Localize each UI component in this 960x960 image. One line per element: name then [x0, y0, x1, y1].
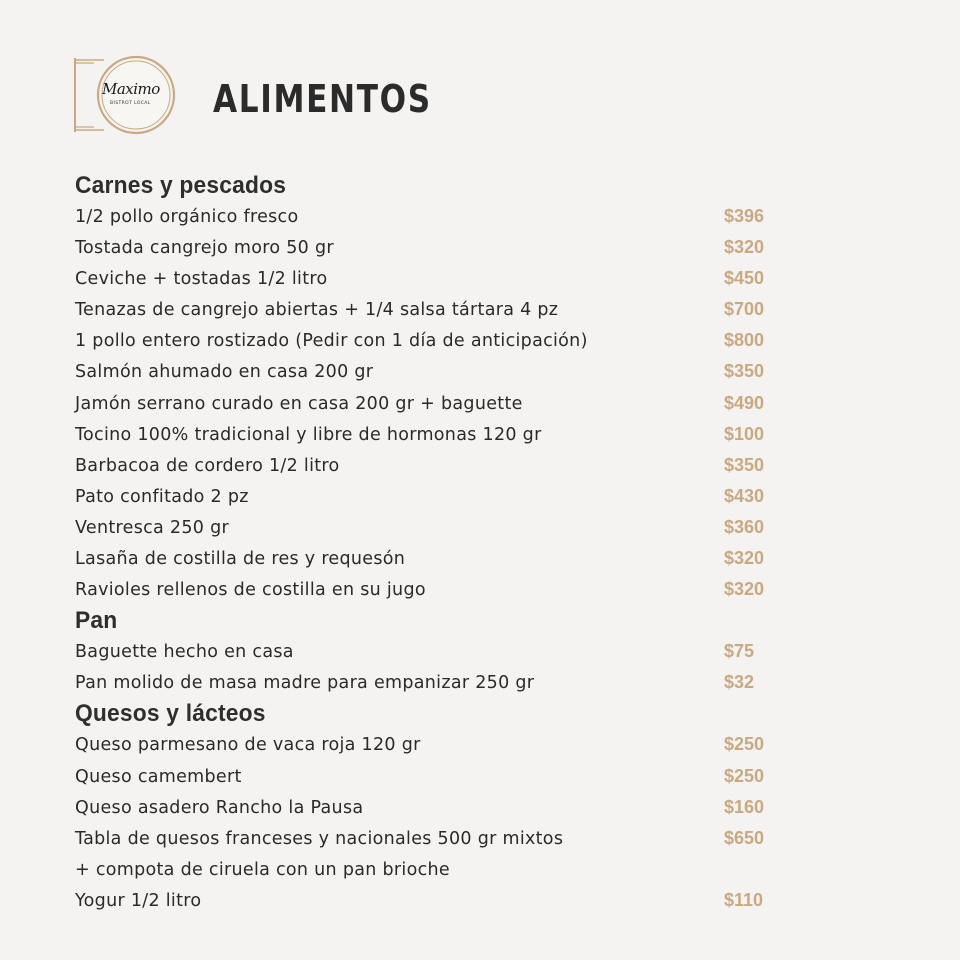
- menu-item-price: $430: [724, 485, 765, 506]
- menu-item-price: $360: [724, 516, 765, 537]
- menu-item-price: $450: [724, 268, 765, 289]
- menu-item-price: $350: [724, 454, 765, 475]
- menu-item: [75, 325, 775, 356]
- menu-item-name: Ceviche + tostadas 1/2 litro: [75, 269, 328, 290]
- menu-item-price: $32: [724, 672, 755, 693]
- menu-item-price: $320: [724, 579, 765, 600]
- menu-item-name: Salmón ahumado en casa 200 gr: [75, 362, 374, 383]
- logo-wordmark: Maximo: [102, 80, 160, 98]
- menu-item-name: Yogur 1/2 litro: [75, 890, 202, 911]
- menu-item: [75, 885, 775, 916]
- menu-item: [75, 823, 775, 854]
- menu-item: [75, 263, 775, 294]
- brand-logo: [72, 54, 182, 136]
- menu-item-name: Ravioles rellenos de costilla en su jugo: [75, 580, 426, 601]
- menu-item-name: Queso asadero Rancho la Pausa: [75, 797, 364, 818]
- menu-item: [75, 232, 775, 263]
- menu-item-price: $490: [724, 392, 765, 413]
- menu-item: [75, 419, 775, 450]
- menu-item-name: Queso parmesano de vaca roja 120 gr: [75, 735, 421, 756]
- menu-item-name: Tocino 100% tradicional y libre de hormonas 120 gr: [75, 424, 542, 445]
- menu-item-name: Pato confitado 2 pz: [75, 486, 249, 507]
- menu-item-name: Jamón serrano curado en casa 200 gr + baguette: [75, 393, 523, 414]
- menu-item-price: $800: [724, 330, 765, 351]
- menu-item-name: 1/2 pollo orgánico fresco: [75, 207, 299, 227]
- menu-item-price: $75: [724, 641, 755, 662]
- menu-item: [75, 636, 775, 667]
- section-title: Carnes y pescados: [75, 172, 287, 199]
- menu-item-name: Tenazas de cangrejo abiertas + 1/4 salsa tártara 4 pz: [75, 300, 559, 321]
- menu-item-price: $650: [724, 827, 765, 848]
- menu-item: [75, 201, 775, 232]
- menu-item-name: Baguette hecho en casa: [75, 642, 294, 663]
- menu-item: [75, 854, 775, 885]
- menu-item: [75, 792, 775, 823]
- menu-item: [75, 388, 775, 419]
- logo-tagline: BISTROT LOCAL: [110, 101, 151, 106]
- menu-item-price: $250: [724, 734, 765, 755]
- menu-item: [75, 574, 775, 605]
- menu-item-name: Barbacoa de cordero 1/2 litro: [75, 455, 340, 476]
- menu-item: [75, 761, 775, 792]
- menu-item-price: $100: [724, 423, 765, 444]
- menu-item-price: $110: [724, 889, 764, 910]
- menu-item: [75, 543, 775, 574]
- menu-item-price: $250: [724, 765, 765, 786]
- menu-item: [75, 512, 775, 543]
- section-title: Pan: [75, 607, 118, 635]
- menu-item-name: Tabla de quesos franceses y nacionales 500 gr mixtos: [75, 828, 564, 849]
- menu-item-price: $320: [724, 548, 765, 569]
- menu-item-name: Lasaña de costilla de res y requesón: [75, 549, 406, 570]
- menu-item-price: $700: [724, 299, 765, 320]
- menu-item-name: Ventresca 250 gr: [75, 517, 230, 538]
- menu-item-price: $396: [724, 206, 765, 226]
- section-title: Quesos y lácteos: [75, 700, 266, 728]
- menu-item: [75, 667, 775, 698]
- menu-item-name: Pan molido de masa madre para empanizar 250 gr: [75, 673, 535, 694]
- menu-item: [75, 729, 775, 760]
- menu-item-price: $350: [724, 361, 765, 382]
- page-title: ALIMENTOS: [213, 77, 432, 121]
- menu-item: [75, 294, 775, 325]
- menu-item-price: $320: [724, 237, 765, 258]
- menu-item-name: Tostada cangrejo moro 50 gr: [75, 238, 334, 259]
- menu-item: [75, 481, 775, 512]
- menu-list: [75, 170, 775, 916]
- menu-item-name: + compota de ciruela con un pan brioche: [75, 859, 450, 880]
- menu-item-name: Queso camembert: [75, 766, 242, 787]
- menu-item-price: $160: [724, 796, 765, 817]
- menu-item: [75, 356, 775, 387]
- menu-item-name: 1 pollo entero rostizado (Pedir con 1 día de anticipación): [75, 331, 588, 352]
- menu-item: [75, 450, 775, 481]
